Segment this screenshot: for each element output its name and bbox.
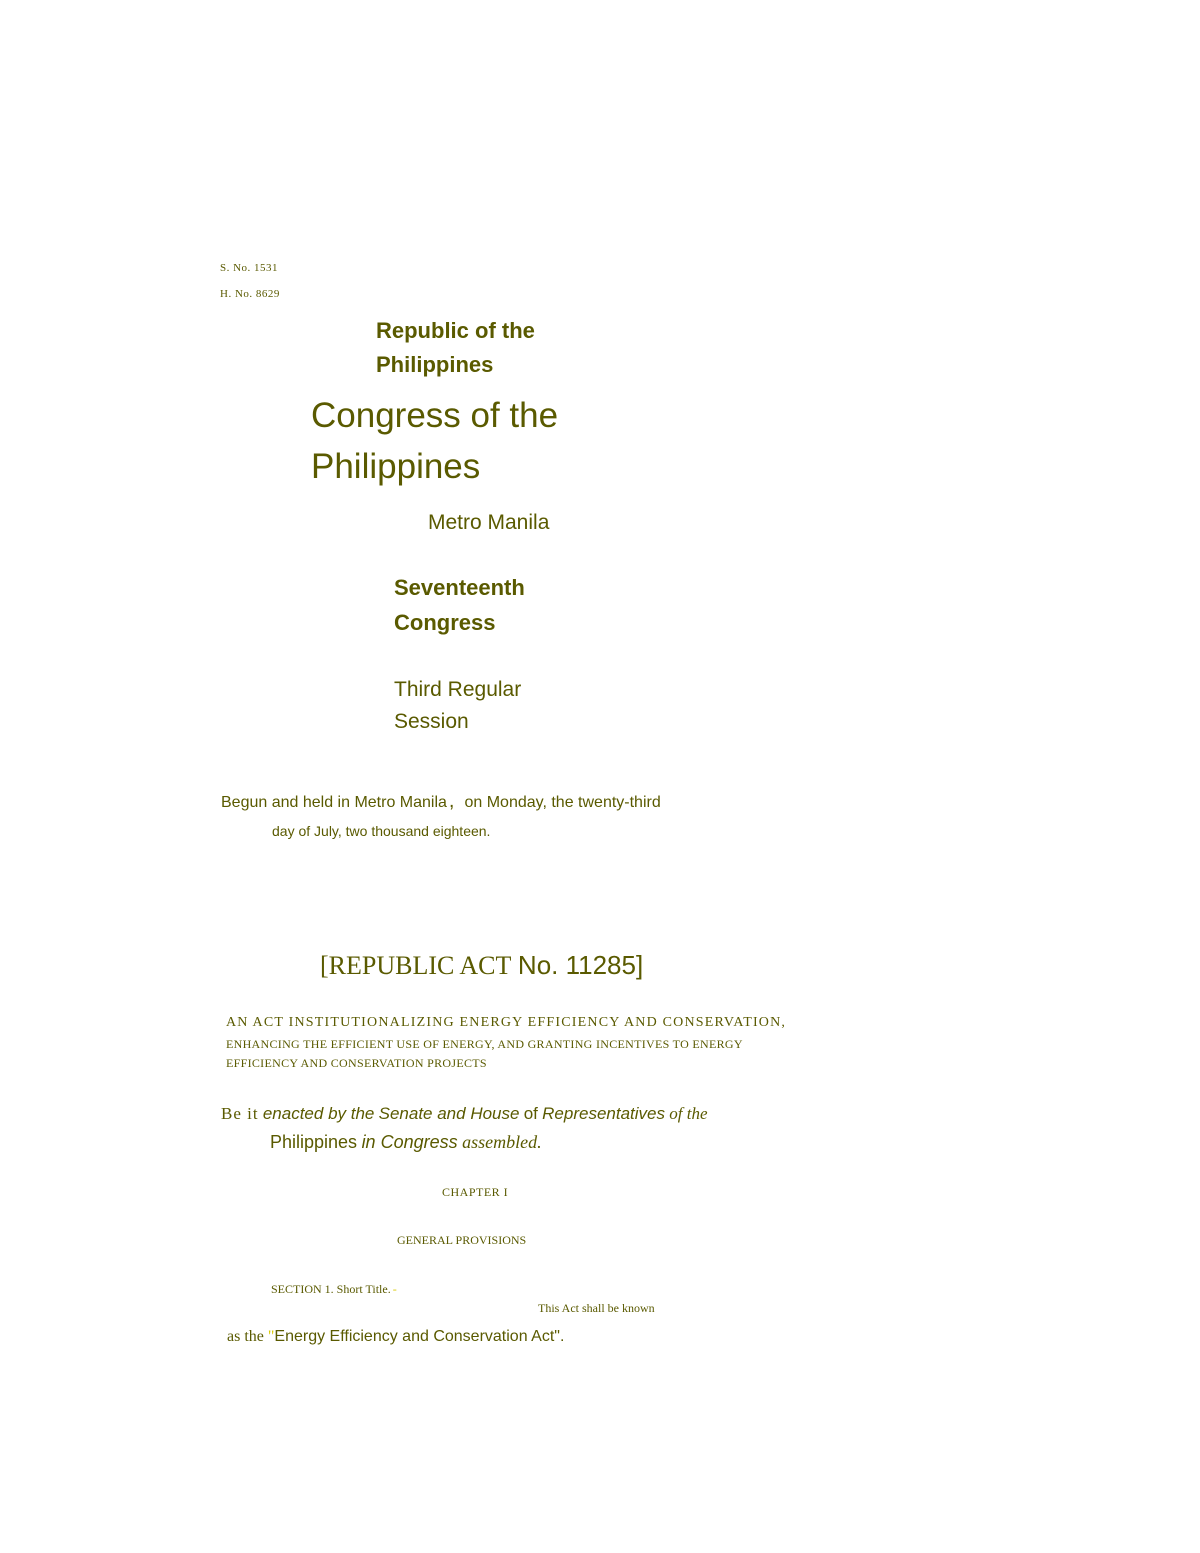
session-line1: Third Regular [394,678,522,701]
act-title-line2: ENHANCING THE EFFICIENT USE OF ENERGY, AND GRANTING INCENTIVES TO ENERGY [226,1037,743,1051]
enacting-enacted-by: enacted by the [262,1104,375,1123]
begun-line1-comma: , [448,790,455,812]
section1-heading [271,1281,397,1297]
section1-open-quote: " [267,1328,275,1345]
republic-act-prefix: [REPUBLIC ACT [320,951,512,980]
enacting-of-the: of the [669,1104,708,1123]
enacting-of: of [523,1104,538,1123]
section1-dash: - [392,1282,397,1296]
section1-act-name-line [227,1326,564,1348]
begun-line2: day of July, two thousand eighteen. [272,823,491,839]
congress-heading-line1: Congress of the [311,396,559,435]
republic-act-suffix: No. 11285] [517,950,644,980]
enacting-clause-line2 [270,1130,542,1154]
enacting-representatives: Representatives [542,1104,665,1123]
begun-line1-part1: Begun and held in Metro Manila [221,794,447,811]
enacting-philippines: Philippines [270,1132,358,1152]
act-title-line1: AN ACT INSTITUTIONALIZING ENERGY EFFICIENCY AND CONSERVATION, [226,1015,787,1030]
begun-line1-part2: on Monday, the twenty-third [464,794,661,811]
congress-number-line1: Seventeenth [394,575,525,600]
location-heading: Metro Manila [428,511,550,534]
senate-bill-number: S. No. 1531 [220,262,279,274]
republic-heading-line1: Republic of the [376,318,535,343]
section1-text-right: This Act shall be known [538,1301,655,1315]
congress-heading-line2: Philippines [311,447,481,486]
section1-as-the: as the [227,1328,264,1345]
enacting-be-it: Be it [221,1104,259,1123]
chapter-title: GENERAL PROVISIONS [397,1233,527,1247]
enacting-in-congress: in Congress [361,1132,458,1152]
enacting-senate-house: Senate and House [378,1104,520,1123]
section1-act-name: Energy Efficiency and Conservation Act [274,1328,555,1345]
house-bill-number: H. No. 8629 [220,288,280,300]
act-title-line3: EFFICIENCY AND CONSERVATION PROJECTS [226,1056,487,1070]
enacting-assembled: assembled. [462,1132,542,1152]
chapter-label: CHAPTER I [442,1185,509,1199]
enacting-clause-line1 [221,1102,708,1126]
session-line2: Session [394,710,469,733]
section1-heading-text: SECTION 1. Short Title. [271,1282,391,1296]
congress-number-line2: Congress [394,610,496,635]
begun-line1 [221,790,661,814]
republic-act-number [320,948,643,983]
section1-close-quote: ". [554,1328,565,1345]
republic-heading-line2: Philippines [376,352,494,377]
